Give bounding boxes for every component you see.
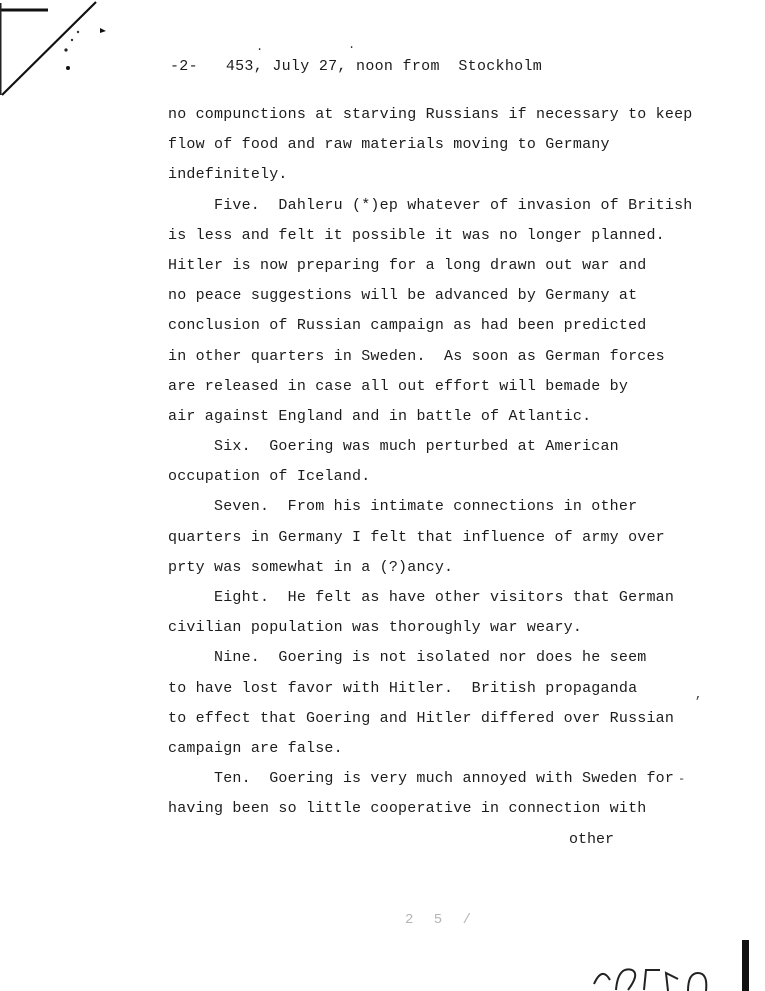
page-header [170, 58, 542, 75]
handwritten-document-number [592, 960, 722, 991]
text-line: Eight. He felt as have other visitors that German [214, 589, 675, 606]
text-line: to have lost favor with Hitler. British propaganda [168, 679, 638, 697]
text-line: is less and felt it possible it was no longer planned. [168, 226, 665, 244]
text-line: Nine. Goering is not isolated nor does he seem [214, 649, 647, 667]
text-line: civilian population was thoroughly war weary. [168, 619, 583, 637]
continuation-word: other [569, 831, 615, 848]
text-line: Hitler is now preparing for a long drawn out war and [168, 256, 647, 274]
text-line: prty was somewhat in a (?)ancy. [168, 558, 454, 576]
text-line: quarters in Germany I felt that influence of army over [168, 528, 665, 546]
text-line: Five. Dahleru (*)ep whatever of invasion of British [214, 196, 693, 214]
text-line: Seven. From his intimate connections in other [214, 498, 638, 516]
text-line: Six. Goering was much perturbed at American [214, 438, 619, 456]
page-number: -2- [170, 58, 198, 75]
text-line: Ten. Goering is very much annoyed with Sweden for [214, 770, 675, 788]
text-line: to effect that Goering and Hitler differed over Russian [168, 709, 675, 727]
text-line: in other quarters in Sweden. As soon as German forces [168, 347, 665, 365]
text-line: air against England and in battle of Atlantic. [168, 407, 592, 425]
corner-fold-mark [0, 0, 110, 100]
text-line: no compunctions at starving Russians if necessary to keep [168, 106, 693, 123]
text-line: indefinitely. [168, 166, 288, 184]
text-line: flow of food and raw materials moving to Germany [168, 136, 610, 154]
stray-mark: . [348, 38, 356, 52]
faint-stamp-mark: 2 5 / [405, 912, 478, 928]
text-line: conclusion of Russian campaign as had been predicted [168, 317, 647, 335]
text-line: campaign are false. [168, 739, 343, 757]
stray-mark: . [256, 40, 264, 54]
stray-mark: - [678, 772, 686, 786]
telegram-body [168, 100, 728, 825]
text-line: are released in case all out effort will bemade by [168, 377, 629, 395]
text-line: occupation of Iceland. [168, 468, 371, 486]
text-line: having been so little cooperative in connection with [168, 800, 647, 818]
text-line: no peace suggestions will be advanced by Germany at [168, 287, 638, 305]
margin-bar [742, 940, 749, 991]
telegram-reference: 453, July 27, noon from Stockholm [225, 58, 543, 75]
stray-mark: , [695, 688, 703, 702]
